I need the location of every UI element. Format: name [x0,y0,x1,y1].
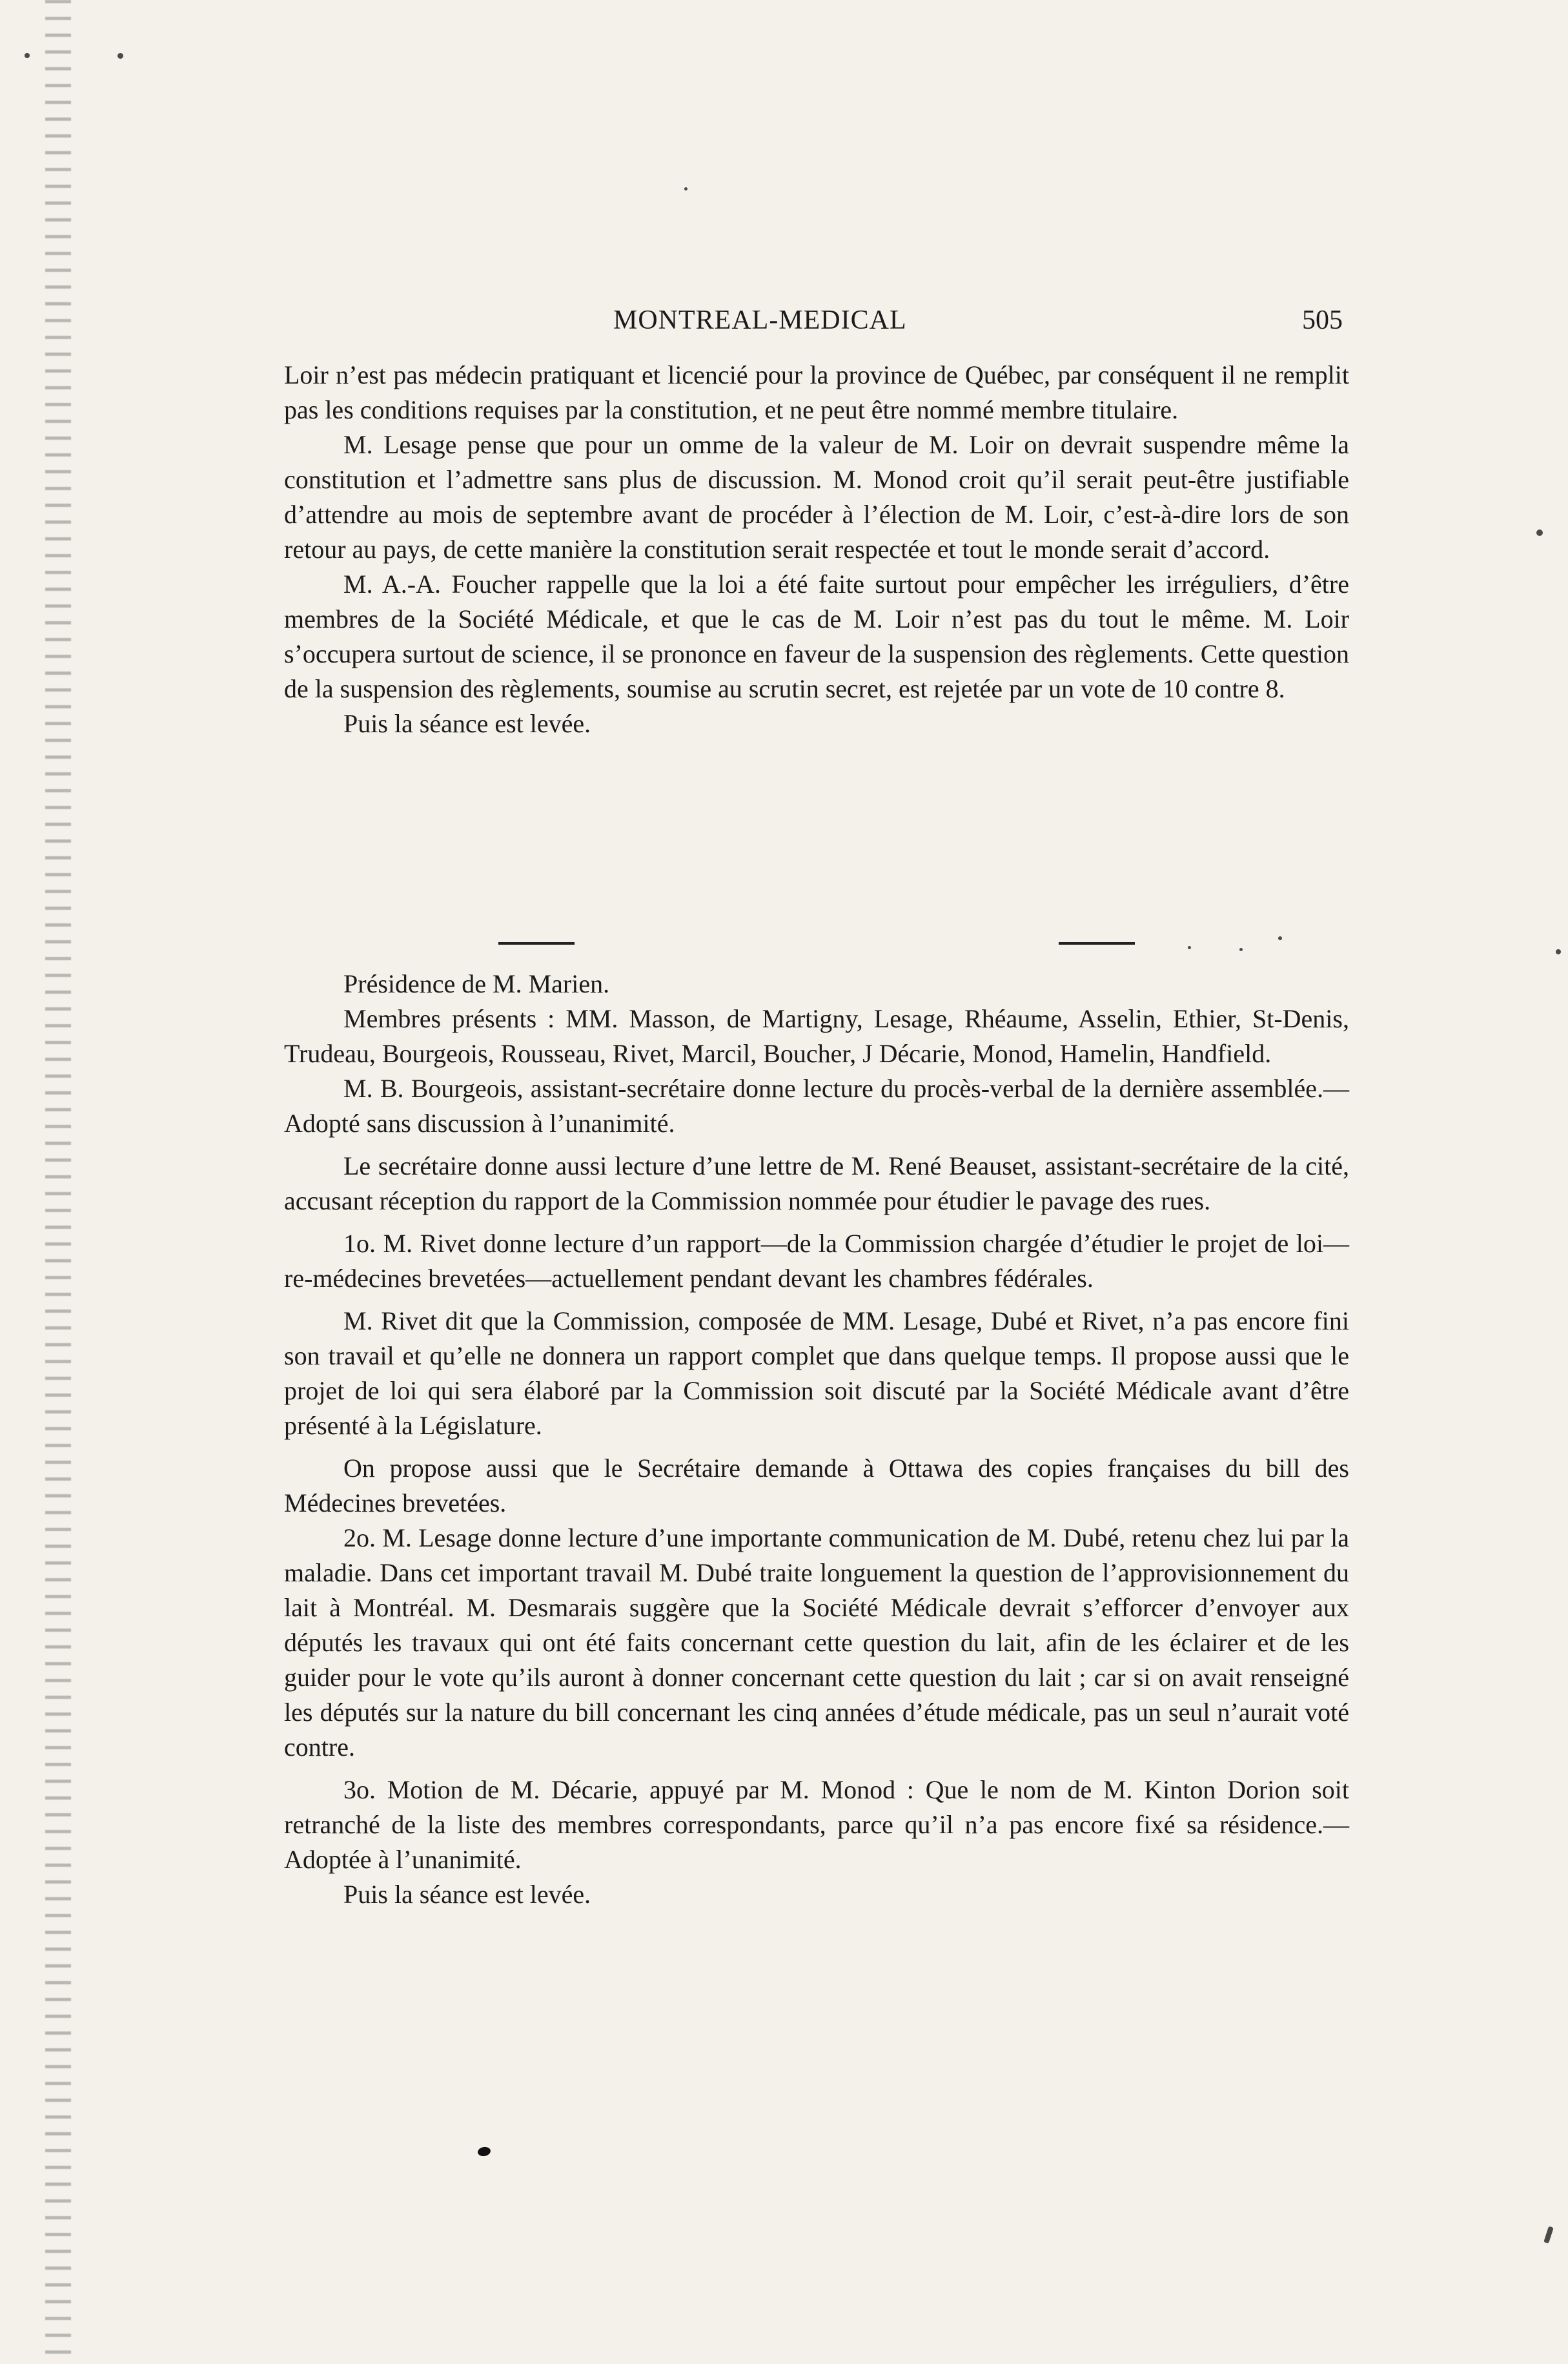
scan-speck [1536,529,1543,536]
scan-speck [1239,948,1243,951]
paragraph-lesage-monod: M. Lesage pense que pour un omme de la valeur de M. Loir on devrait suspendre même la constitution et l’admettre sans plus de discussion. M. Monod croit qu’il serait peut-être justifiable d’attendre au mois de septembre avant de procéder à l’élection de M. Loir, c’est-à-dire lors de son retour au pays, de cette manière la constitution serait respectée et tout le monde serait d’accord. [284,430,1349,564]
paragraph-motion-decarie: 3o. Motion de M. Décarie, appuyé par M. Monod : Que le nom de M. Kinton Dorion soit retranché de la liste des membres correspondants, parce qu’il n’a pas encore fixé sa résidence.—Adoptée à l’unanimité. [284,1775,1349,1874]
end-mark [477,2146,491,2157]
section-divider-left [498,942,575,945]
paragraph-loir-not-eligible: Loir n’est pas médecin pratiquant et licencié pour la province de Québec, par conséquent il ne remplit pas les conditions requises par la constitution, et ne peut être nommé membre titulaire. [284,360,1349,424]
page-number: 505 [1302,305,1343,335]
paragraph-foucher-vote: M. A.-A. Foucher rappelle que la loi a été faite surtout pour empêcher les irréguliers, d’être membres de la Société Médicale, et que le cas de M. Loir n’est pas du tout le même. M. Loir s’occupera surtout de science, il se prononce en faveur de la suspension des règlements. Cette question de la suspension des règlements, soumise au scrutin secret, est rejetée par un vote de 10 contre 8. [284,570,1349,703]
scan-speck [1556,949,1561,954]
paragraph-commission: M. Rivet dit que la Commission, composée de MM. Lesage, Dubé et Rivet, n’a pas encore fini son travail et qu’elle ne donnera un rapport complet que dans quelque temps. Il propose aussi que le projet de loi qui sera élaboré par la Commission soit discuté par la Société Médicale avant d’être présenté à la Législature. [284,1306,1349,1440]
running-title: MONTREAL-MEDICAL [613,305,907,335]
minutes-section-2 [284,967,1349,1912]
paragraph-lettre-beauset: Le secrétaire donne aussi lecture d’une lettre de M. René Beauset, assistant-secrétaire de la cité, accusant réception du rapport de la Commission nommée pour étudier le pavage des rues. [284,1151,1349,1215]
paragraph-communication-dube: 2o. M. Lesage donne lecture d’une importante communication de M. Dubé, retenu chez lui par la maladie. Dans cet important travail M. Dubé traite longuement la question de l’approvisionnement du lait à Montréal. M. Desmarais suggère que la Société Médicale devrait s’efforcer d’envoyer aux députés les travaux qui ont été faits concernant cette question du lait, afin de les éclairer et de les guider pour le vote qu’ils auront à donner concernant cette question du lait ; car si on avait renseigné les députés sur la nature du bill concernant les cinq années d’étude médicale, pas un seul n’aurait voté contre. [284,1523,1349,1762]
paragraph-presidence: Présidence de M. Marien. [343,969,610,998]
scan-speck [117,53,123,59]
scan-speck [1278,936,1282,940]
scan-speck [1543,2226,1554,2243]
scan-speck [1188,946,1191,949]
scan-speck [25,53,30,58]
page-header [284,305,1343,344]
scan-speck [684,187,687,190]
paragraph-seance-levee: Puis la séance est levée. [343,709,591,738]
paragraph-membres-presents: Membres présents : MM. Masson, de Martigny, Lesage, Rhéaume, Asselin, Ethier, St-Denis, Trudeau, Bourgeois, Rousseau, Rivet, Marcil, Boucher, J Décarie, Monod, Hamelin, Handfield. [284,1004,1349,1068]
page-binding-edge [45,0,71,2364]
paragraph-copies-francaises: On propose aussi que le Secrétaire demande à Ottawa des copies françaises du bill des Médecines brevetées. [284,1454,1349,1517]
paragraph-rapport-rivet: 1o. M. Rivet donne lecture d’un rapport—de la Commission chargée d’étudier le projet de loi—re-médecines brevetées—actuellement pendant devant les chambres fédérales. [284,1229,1349,1293]
section-divider-right [1059,942,1135,945]
minutes-section-1 [284,358,1349,741]
paragraph-proces-verbal: M. B. Bourgeois, assistant-secrétaire donne lecture du procès-verbal de la dernière assemblée.—Adopté sans discussion à l’unanimité. [284,1074,1349,1138]
paragraph-seance-levee-2: Puis la séance est levée. [343,1880,591,1909]
